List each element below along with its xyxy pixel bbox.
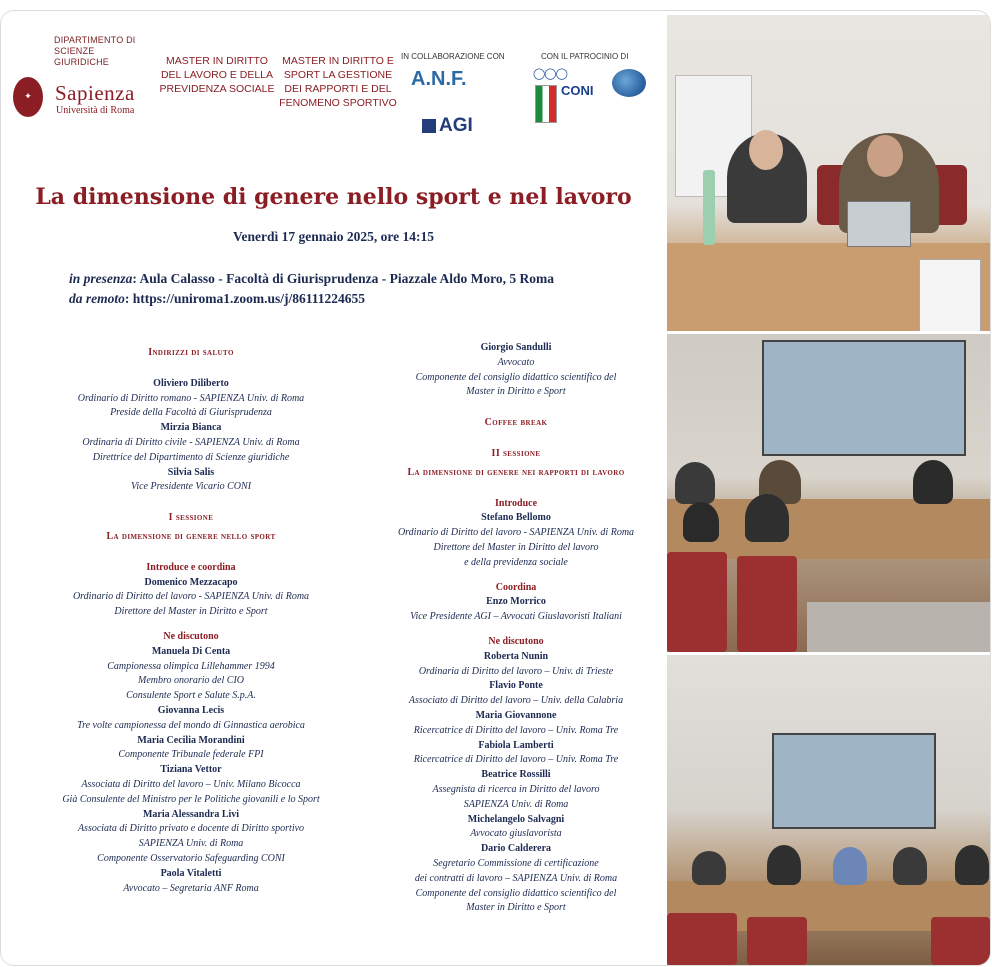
- olympic-rings-icon: ◯◯◯: [533, 67, 567, 80]
- photo-conference-room: [667, 334, 990, 652]
- speaker-role: Già Consulente del Ministro per le Politiche giovanili e lo Sport: [62, 793, 320, 805]
- speaker-role: Ordinaria di Diritto civile - SAPIENZA Univ. di Roma: [82, 436, 300, 448]
- speaker-role: Avvocato giuslavorista: [470, 828, 562, 840]
- speaker-name: Manuela Di Centa: [151, 645, 231, 657]
- speaker-name: Oliviero Diliberto: [153, 377, 229, 389]
- speaker-role: Direttore del Master in Diritto e Sport: [114, 606, 268, 618]
- collage: [0, 10, 991, 966]
- speaker-role: Avvocato: [497, 356, 535, 368]
- coordina-heading: Coordina: [495, 581, 537, 593]
- photo-speakers-closeup: [667, 15, 990, 331]
- speaker-role: Tre volte campionessa del mondo di Ginnastica aerobica: [77, 719, 305, 731]
- patrocinio-label: CON IL PATROCINIO DI: [541, 52, 629, 61]
- event-date: Venerdì 17 gennaio 2025, ore 14:15: [233, 229, 434, 244]
- speaker-role: Master in Diritto e Sport: [466, 386, 566, 398]
- speaker-name: Silvia Salis: [167, 466, 215, 478]
- speaker-name: Giorgio Sandulli: [480, 342, 552, 353]
- speaker-role: Associata di Diritto privato e docente di Diritto sportivo: [77, 823, 305, 835]
- speaker-name: Giovanna Lecis: [157, 704, 225, 716]
- program-column-1: [26, 346, 356, 896]
- speaker-name: Mirzia Bianca: [160, 422, 222, 434]
- speaker-role: dei contratti di lavoro – SAPIENZA Univ. di Roma: [414, 872, 618, 884]
- discutono-heading: Ne discutono: [488, 635, 544, 647]
- speaker-role: Segretario Commissione di certificazione: [433, 857, 599, 869]
- speaker-role: Ordinario di Diritto romano - SAPIENZA Univ. di Roma: [77, 392, 305, 404]
- speaker-name: Roberta Nunin: [483, 650, 549, 662]
- speaker-role: SAPIENZA Univ. di Roma: [463, 798, 569, 810]
- speaker-role: e della previdenza sociale: [464, 556, 568, 568]
- speaker-role: Direttrice del Dipartimento di Scienze giuridiche: [92, 451, 290, 463]
- master-sport: MASTER IN DIRITTO E SPORT LA GESTIONE DEI RAPPORTI E DEL FENOMENO SPORTIVO: [279, 55, 397, 109]
- speaker-name: Flavio Ponte: [489, 680, 543, 692]
- paralympic-logo-icon: [612, 69, 646, 97]
- speaker-role: SAPIENZA Univ. di Roma: [138, 838, 244, 850]
- speaker-role: Campionessa olimpica Lillehammer 1994: [107, 660, 275, 672]
- introduce-heading: Introduce e coordina: [146, 561, 236, 573]
- speaker-role: Ricercatrice di Diritto del lavoro – Univ. Roma Tre: [413, 754, 619, 766]
- saluti-heading: Indirizzi di saluto: [148, 347, 234, 358]
- speaker-role: Ordinario di Diritto del lavoro - SAPIENZA Univ. di Roma: [397, 527, 635, 539]
- discutono-heading: Ne discutono: [163, 630, 219, 642]
- speaker-role: Assegnista di ricerca in Diritto del lavoro: [432, 783, 600, 795]
- speaker-role: Master in Diritto e Sport: [466, 902, 566, 914]
- speaker-role: Componente Osservatorio Safeguarding CONI: [97, 852, 285, 864]
- speaker-name: Stefano Bellomo: [481, 512, 551, 524]
- speaker-role: Ordinaria di Diritto del lavoro – Univ. di Trieste: [418, 665, 614, 677]
- speaker-name: Dario Calderera: [480, 843, 552, 855]
- speaker-role: Avvocato – Segretaria ANF Roma: [123, 882, 259, 894]
- speaker-role: Vice Presidente Vicario CONI: [130, 481, 252, 493]
- speaker-name: Michelangelo Salvagni: [467, 813, 565, 825]
- speaker-name: Tiziana Vettor: [160, 764, 222, 776]
- speaker-name: Beatrice Rossilli: [481, 769, 551, 781]
- session2-title: La dimensione di genere nei rapporti di lavoro: [407, 466, 625, 478]
- speaker-role: Componente Tribunale federale FPI: [118, 749, 264, 761]
- speaker-role: Vice Presidente AGI – Avvocati Giuslavoristi Italiani: [410, 611, 622, 623]
- speaker-name: Maria Alessandra Livi: [142, 808, 240, 820]
- speaker-role: Membro onorario del CIO: [137, 675, 244, 687]
- speaker-role: Consulente Sport e Salute S.p.A.: [126, 690, 256, 702]
- presenza-label: in presenza: [69, 271, 133, 286]
- speaker-role: Componente del consiglio didattico scientifico del: [415, 887, 617, 899]
- event-poster: [1, 11, 666, 965]
- speaker-role: Componente del consiglio didattico scientifico del: [415, 371, 617, 383]
- speaker-name: Enzo Morrico: [486, 596, 546, 608]
- event-location: [69, 269, 554, 309]
- agi-logo: AGI: [439, 115, 473, 136]
- event-title: La dimensione di genere nello sport e nel lavoro: [35, 184, 632, 210]
- remoto-label: da remoto: [69, 291, 125, 306]
- anf-logo: A.N.F.: [411, 68, 467, 90]
- speaker-role: Ordinario di Diritto del lavoro - SAPIENZA Univ. di Roma: [72, 591, 310, 603]
- collab-label: IN COLLABORAZIONE CON: [401, 52, 505, 61]
- university-sub: Università di Roma: [56, 105, 135, 116]
- speaker-name: Maria Cecilia Morandini: [137, 734, 245, 746]
- coffee-break: Coffee break: [484, 417, 548, 429]
- speaker-role: Direttore del Master in Diritto del lavoro: [433, 541, 599, 553]
- sapienza-seal-icon: ✦: [13, 77, 43, 117]
- photo-panel-wide: [667, 655, 990, 965]
- introduce-heading: Introduce: [494, 497, 538, 509]
- speaker-name: Fabiola Lamberti: [478, 739, 554, 751]
- session1-label: I sessione: [168, 512, 214, 524]
- master-lavoro: MASTER IN DIRITTO DEL LAVORO E DELLA PREVIDENZA SOCIALE: [159, 55, 275, 95]
- agi-logo-icon: [422, 119, 436, 133]
- program-column-2: [351, 341, 681, 916]
- speaker-role: Ricercatrice di Diritto del lavoro – Univ. Roma Tre: [413, 724, 619, 736]
- remoto-link[interactable]: : https://uniroma1.zoom.us/j/86111224655: [124, 291, 366, 306]
- university-name: Sapienza: [55, 81, 135, 105]
- speaker-name: Maria Giovannone: [475, 709, 557, 721]
- speaker-role: Associata di Diritto del lavoro – Univ. Milano Bicocca: [81, 778, 301, 790]
- speaker-name: Domenico Mezzacapo: [144, 576, 238, 588]
- presenza-value: : Aula Calasso - Facoltà di Giurisprudenza - Piazzale Aldo Moro, 5 Roma: [132, 271, 555, 286]
- coni-logo: CONI: [561, 83, 594, 98]
- department-label: DIPARTIMENTO DI SCIENZE GIURIDICHE: [54, 35, 136, 67]
- speaker-role: Associato di Diritto del lavoro – Univ. della Calabria: [408, 695, 624, 707]
- italia-flag-icon: [535, 85, 557, 123]
- speaker-name: Paola Vitaletti: [160, 867, 222, 879]
- session1-title: La dimensione di genere nello sport: [106, 530, 276, 542]
- session2-label: II sessione: [491, 447, 541, 459]
- speaker-role: Preside della Facoltà di Giurisprudenza: [110, 407, 272, 419]
